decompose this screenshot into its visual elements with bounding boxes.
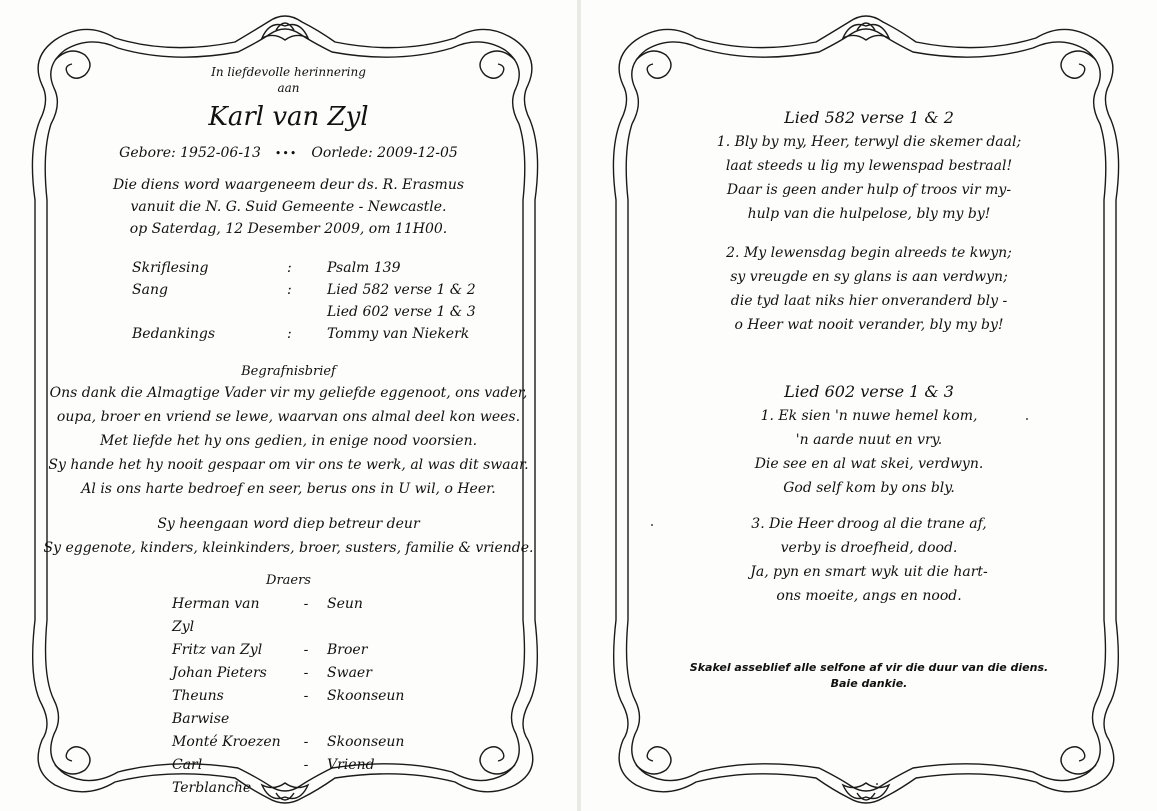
deceased-name: Karl van Zyl [208,102,369,132]
intro-line: In liefdevolle herinnering [211,65,366,79]
verse-line: 1. Ek sien 'n nuwe hemel kom, [760,408,978,424]
birth-date: Gebore: 1952-06-13 [119,145,261,161]
bearer-relation: Skoonseun [327,734,405,750]
program-row [132,323,492,345]
bearer-row [172,754,472,800]
verse-line: God self kom by ons bly. [783,480,955,496]
verse-line: 'n aarde nuut en vry. [795,432,943,448]
bearer-dash: - [303,757,309,773]
intro-text [0,64,577,96]
program-value: Lied 602 verse 1 & 3 [327,304,476,320]
epitaph-line: oupa, broer en vriend se lewe, waarvan ons almal deel kon wees. [56,409,521,425]
bearer-name: Fritz van Zyl [172,642,263,658]
bearers-heading: Draers [266,573,311,588]
program-row [132,257,492,279]
bearer-name: Johan Pieters [172,665,267,681]
bearer-dash: - [303,642,309,658]
epitaph-line: Met liefde het hy ons gedien, in enige nood voorsien. [99,433,478,449]
service-line: vanuit die N. G. Suid Gemeente - Newcastle. [130,199,447,215]
epitaph-heading: Begrafnisbrief [241,364,336,379]
verse-line: sy vreugde en sy glans is aan verdwyn; [730,269,1008,285]
program-colon: : [287,260,292,276]
verse-line: 1. Bly by my, Heer, terwyl die skemer daal; [716,134,1022,150]
verse-line: ons moeite, angs en nood. [776,588,962,604]
program-value: Tommy van Niekerk [327,326,470,342]
bearer-relation: Skoonseun [327,688,405,704]
epitaph [0,381,577,501]
verse-line: 3. Die Heer droog al die trane af, [751,516,987,532]
verse-line: hulp van die hulpelose, bly my by! [747,206,991,222]
program-label [132,301,287,323]
service-line: op Saterdag, 12 Desember 2009, om 11H00. [129,221,448,237]
bearer-name: Theuns Barwise [172,688,230,727]
hymn-602-verse-3 [581,512,1157,608]
service-line: Die diens word waargeneem deur ds. R. Erasmus [112,177,465,193]
mourned-by [0,512,577,560]
verse-line: verby is droefheid, dood. [780,540,958,556]
phone-notice [581,660,1157,692]
program-label: Bedankings [132,326,216,342]
scan-speck [1026,418,1028,420]
epitaph-line: Ons dank die Almagtige Vader vir my geliefde eggenoot, ons vader, [49,385,528,401]
bearer-name: Herman van Zyl [172,596,260,635]
mourned-line: Sy heengaan word diep betreur deur [157,516,420,532]
verse-line: Die see en al wat skei, verdwyn. [754,456,984,472]
hymn-582 [581,106,1157,226]
service-details [0,174,577,240]
bearer-row [172,731,472,754]
epitaph-line: Al is ons harte bedroef en seer, berus ons in U wil, o Heer. [81,481,496,497]
program-colon: : [287,282,292,298]
scan-speck [876,783,878,785]
order-of-service [132,257,492,345]
bearer-row [172,639,472,662]
hymn-602 [581,380,1157,500]
bearer-dash: - [303,596,309,612]
mourned-line: Sy eggenote, kinders, kleinkinders, broer, susters, familie & vriende. [43,540,534,556]
notice-line: Baie dankie. [830,677,908,690]
pallbearers-list [172,593,472,800]
verse-line: Daar is geen ander hulp of troos vir my- [726,182,1012,198]
life-dates [0,143,577,164]
epitaph-line: Sy hande het hy nooit gespaar om vir ons te werk, al was dit swaar. [48,457,529,473]
bearer-name: Monté Kroezen [172,734,281,750]
verse-line: 2. My lewensdag begin alreeds te kwyn; [726,245,1012,261]
program-colon [287,301,327,323]
date-separator: ••• [274,147,298,160]
verse-line: die tyd laat niks hier onveranderd bly - [730,293,1008,309]
bearer-relation: Swaer [327,665,372,681]
bearer-dash: - [303,665,309,681]
program-value: Lied 582 verse 1 & 2 [327,282,476,298]
hymn-582-verse-2 [581,241,1157,337]
program-value: Psalm 139 [327,260,401,276]
program-colon: : [287,326,292,342]
bearer-relation: Vriend [327,757,375,773]
intro-line: aan [277,81,300,95]
verse-line: o Heer wat nooit verander, bly my by! [734,317,1004,333]
bearer-row [172,685,472,731]
bearer-name: Carl Terblanche [172,757,252,796]
scan-speck [651,524,653,526]
program-row [132,301,492,323]
hymn-title: Lied 602 verse 1 & 3 [784,382,954,401]
verse-line: Ja, pyn en smart wyk uit die hart- [750,564,988,580]
hymn-title: Lied 582 verse 1 & 2 [784,108,954,127]
death-date: Oorlede: 2009-12-05 [311,145,458,161]
program-label: Skriflesing [132,260,209,276]
bearer-dash: - [303,734,309,750]
bearer-relation: Seun [327,596,363,612]
program-row [132,279,492,301]
verse-line: laat steeds u lig my lewenspad bestraal! [725,158,1013,174]
notice-line: Skakel asseblief alle selfone af vir die duur van die diens. [689,661,1049,674]
bearer-relation: Broer [327,642,368,658]
bearer-row [172,593,472,639]
bearer-row [172,662,472,685]
program-label: Sang [132,282,168,298]
bearer-dash: - [303,688,309,704]
